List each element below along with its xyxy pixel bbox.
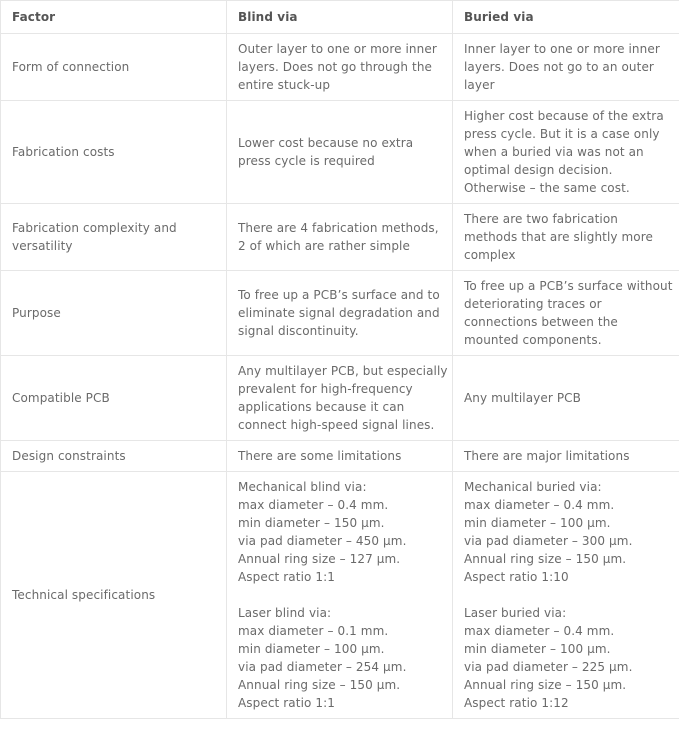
cell-text-line: Design constraints [12,449,126,463]
cell-spacer [464,586,668,604]
cell-text-line: Laser blind via: [238,606,332,620]
cell-text-line: via pad diameter – 225 µm. [464,660,633,674]
blind-via-cell [227,472,453,719]
cell-text-line: max diameter – 0.1 mm. [238,624,389,638]
buried-via-cell [453,34,679,101]
cell-text-line: layers. Does not go through the [238,60,433,74]
cell-text-line: signal discontinuity. [238,324,359,338]
cell-text-line: connect high-speed signal lines. [238,418,435,432]
cell-text-line: Annual ring size – 150 µm. [464,552,627,566]
table-row [1,271,679,356]
cell-text-line: mounted components. [464,333,602,347]
cell-text-line: layer [464,78,495,92]
table-row [1,34,679,101]
cell-text-line: There are some limitations [238,449,402,463]
cell-text-line: Aspect ratio 1:1 [238,696,335,710]
blind-via-cell [227,441,453,472]
cell-text-line: Fabrication complexity and [12,221,177,235]
buried-via-cell [453,101,679,204]
cell-text-line: There are major limitations [464,449,630,463]
cell-text-line: when a buried via was not an [464,145,644,159]
blind-via-cell [227,101,453,204]
cell-text-line: prevalent for high-frequency [238,382,413,396]
cell-text-line: There are two fabrication [464,212,618,226]
buried-via-cell [453,472,679,719]
cell-text-line: Mechanical buried via: [464,480,602,494]
cell-text-line: connections between the [464,315,618,329]
blind-via-cell [227,271,453,356]
factor-cell [1,441,227,472]
cell-text-line: Any multilayer PCB [464,391,581,405]
header-blind-via: Blind via [227,1,453,34]
cell-text-line: There are 4 fabrication methods, [238,221,439,235]
factor-cell [1,356,227,441]
blind-via-cell [227,204,453,271]
cell-text-line: applications because it can [238,400,405,414]
cell-text-line: layers. Does not go to an outer [464,60,654,74]
cell-text-line: Fabrication costs [12,145,115,159]
table-row [1,204,679,271]
cell-text-line: Technical specifications [12,588,156,602]
cell-text-line: Outer layer to one or more inner [238,42,437,56]
cell-text-line: max diameter – 0.4 mm. [464,624,615,638]
cell-text-line: max diameter – 0.4 mm. [238,498,389,512]
cell-text-line: Aspect ratio 1:1 [238,570,335,584]
cell-text-line: Mechanical blind via: [238,480,367,494]
cell-text-line: Lower cost because no extra [238,136,414,150]
header-row [1,1,679,34]
factor-cell [1,101,227,204]
cell-text-line: Annual ring size – 150 µm. [464,678,627,692]
cell-text-line: Annual ring size – 150 µm. [238,678,401,692]
cell-text-line: press cycle. But it is a case only [464,127,660,141]
cell-text-line: Aspect ratio 1:10 [464,570,569,584]
cell-text-line: Higher cost because of the extra [464,109,664,123]
buried-via-cell [453,441,679,472]
cell-text-line: deteriorating traces or [464,297,602,311]
cell-text-line: min diameter – 100 µm. [464,516,611,530]
header-buried-via: Buried via [453,1,679,34]
cell-text-line: To free up a PCB’s surface and to [238,288,440,302]
cell-text-line: min diameter – 100 µm. [464,642,611,656]
cell-text-line: eliminate signal degradation and [238,306,440,320]
cell-text-line: Annual ring size – 127 µm. [238,552,401,566]
header-factor: Factor [1,1,227,34]
cell-text-line: Any multilayer PCB, but especially [238,364,448,378]
table-row [1,472,679,719]
buried-via-cell [453,271,679,356]
factor-cell [1,472,227,719]
table-row [1,101,679,204]
cell-text-line: Otherwise – the same cost. [464,181,630,195]
cell-text-line: Form of connection [12,60,130,74]
factor-cell [1,271,227,356]
cell-text-line: complex [464,248,516,262]
cell-text-line: Compatible PCB [12,391,110,405]
cell-text-line: Laser buried via: [464,606,567,620]
cell-text-line: optimal design decision. [464,163,613,177]
cell-text-line: via pad diameter – 450 µm. [238,534,407,548]
blind-via-cell [227,34,453,101]
factor-cell [1,204,227,271]
table-row [1,356,679,441]
cell-text-line: Aspect ratio 1:12 [464,696,569,710]
cell-text-line: min diameter – 100 µm. [238,642,385,656]
cell-text-line: via pad diameter – 254 µm. [238,660,407,674]
table-row [1,441,679,472]
buried-via-cell [453,356,679,441]
cell-spacer [238,586,441,604]
cell-text-line: max diameter – 0.4 mm. [464,498,615,512]
cell-text-line: Inner layer to one or more inner [464,42,660,56]
cell-text-line: Purpose [12,306,61,320]
cell-text-line: To free up a PCB’s surface without [464,279,673,293]
buried-via-cell [453,204,679,271]
cell-text-line: 2 of which are rather simple [238,239,410,253]
cell-text-line: min diameter – 150 µm. [238,516,385,530]
cell-text-line: press cycle is required [238,154,375,168]
cell-text-line: versatility [12,239,73,253]
cell-text-line: via pad diameter – 300 µm. [464,534,633,548]
factor-cell [1,34,227,101]
cell-text-line: methods that are slightly more [464,230,653,244]
blind-via-cell [227,356,453,441]
cell-text-line: entire stuck-up [238,78,331,92]
